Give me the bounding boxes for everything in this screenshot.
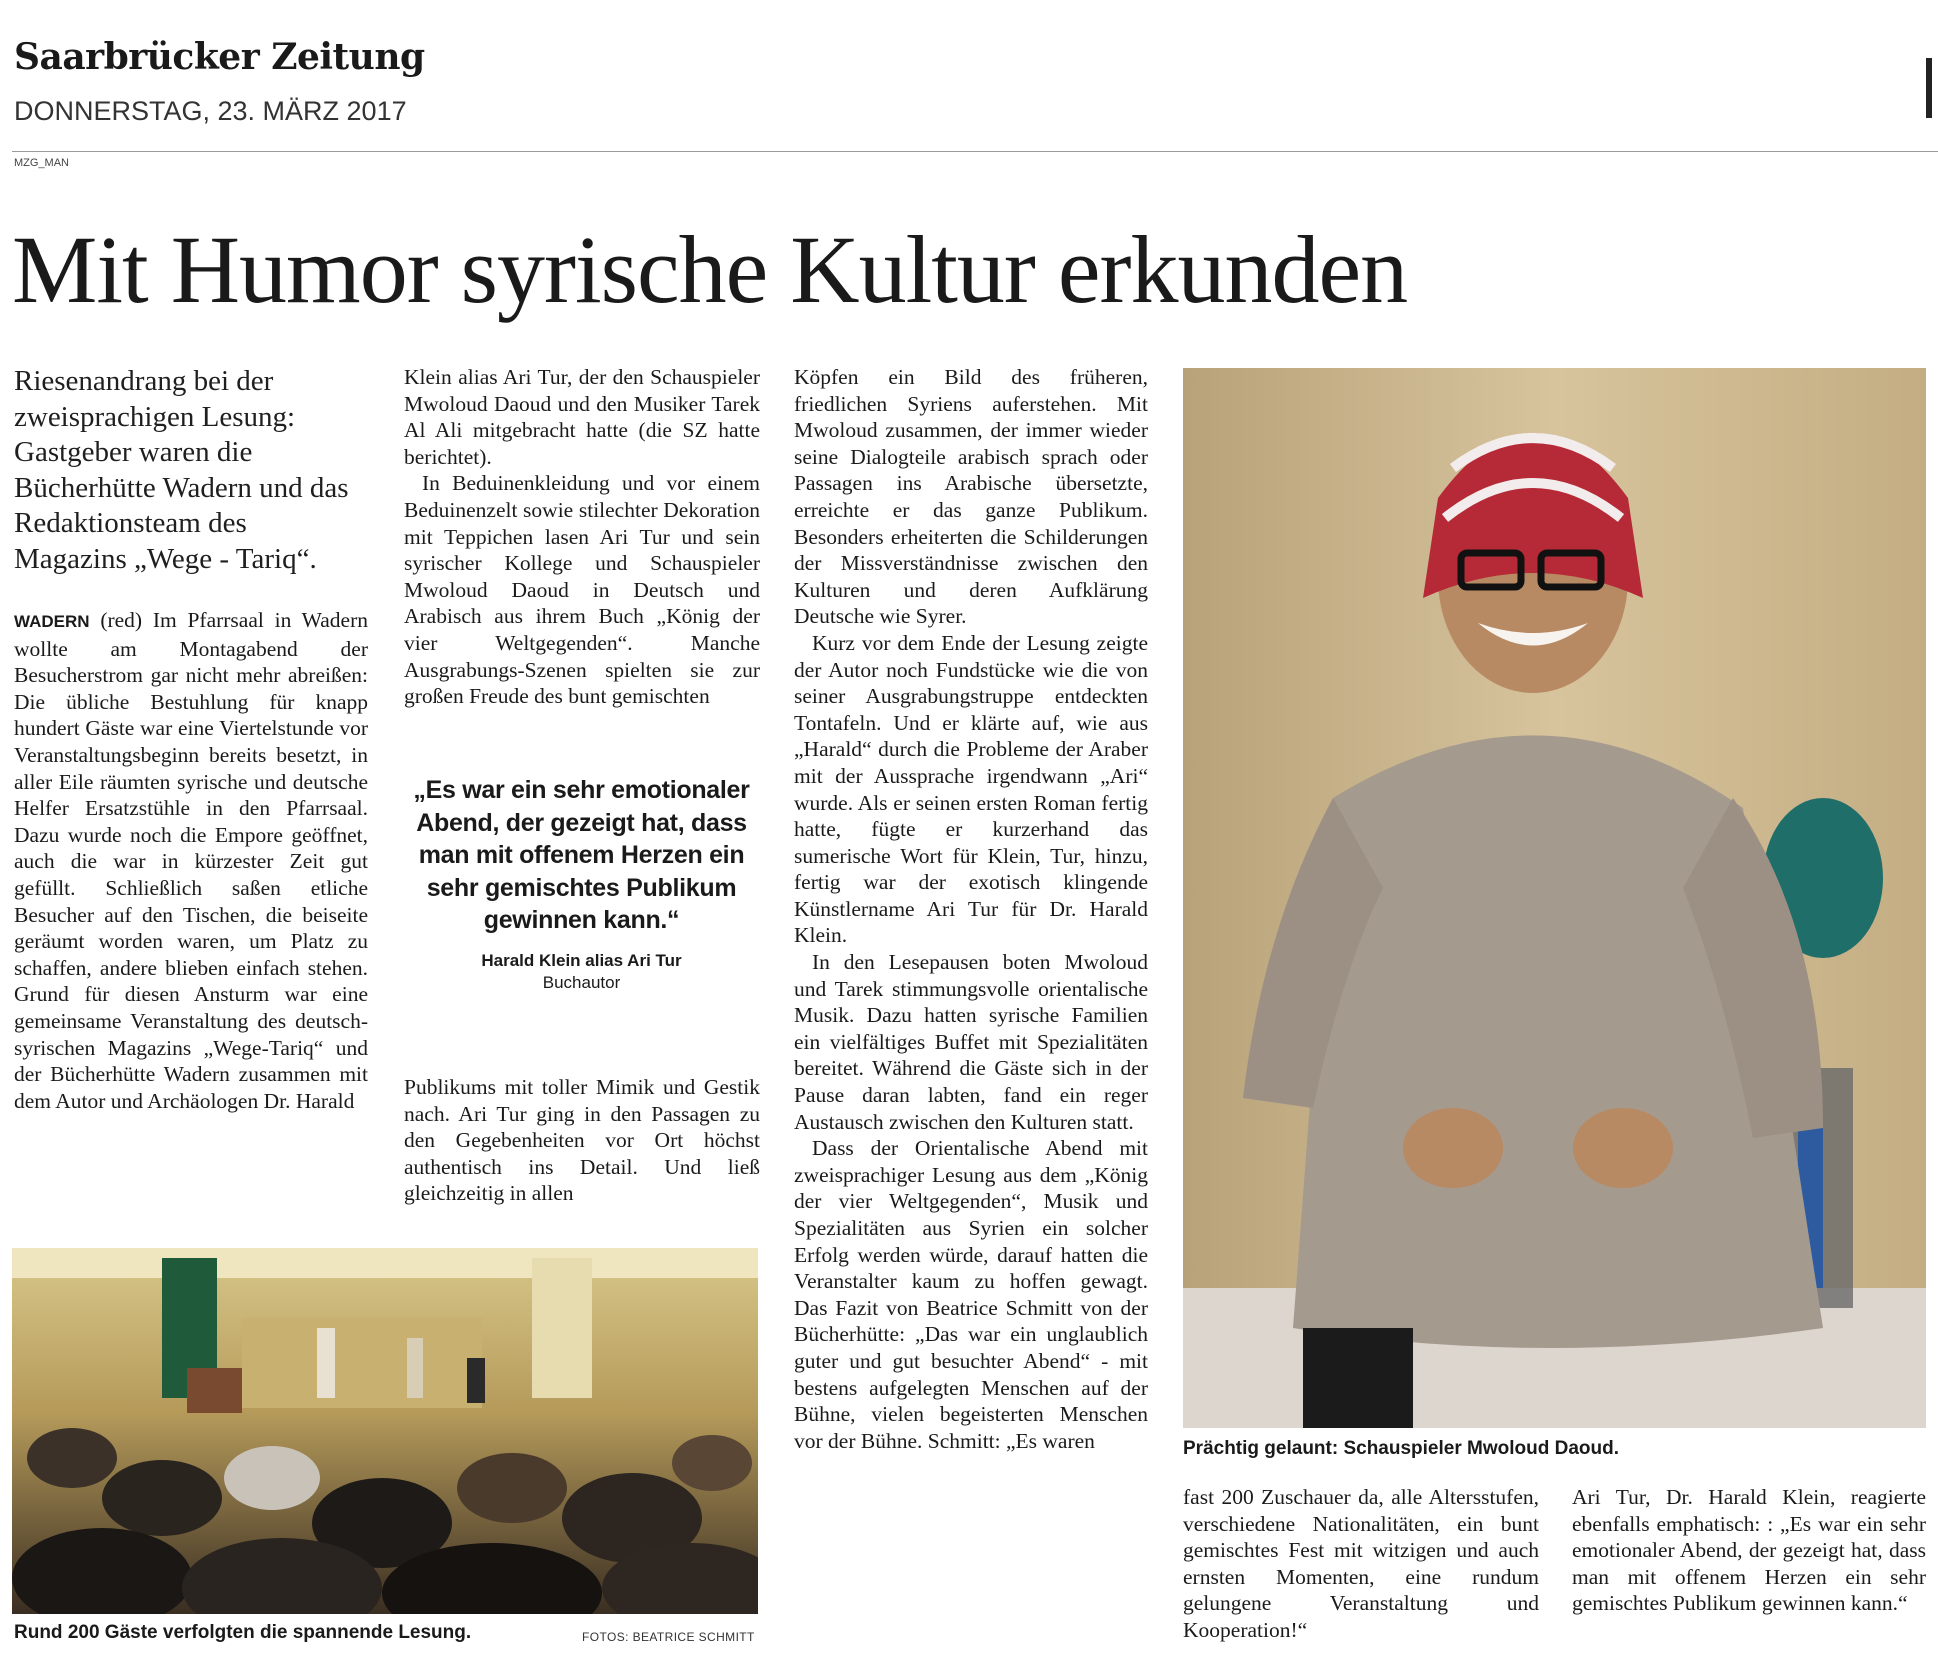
article-paragraph: fast 200 Zuschauer da, alle Altersstufen, verschiedene Nationalitäten, ein bunt gemischtes Fest mit witzigen und auch ernsten Momenten, eine rundum gelungene Veranstaltung und Kooperation!“ xyxy=(1183,1485,1539,1642)
audience-photo-caption: Rund 200 Gäste verfolgten die spannende Lesung. xyxy=(14,1622,472,1643)
article-paragraph: In Beduinenkleidung und vor einem Beduinenzelt sowie stilechter Dekoration mit Teppichen lasen Ari Tur und sein syrischer Kollege und Schauspieler Mwoloud Daoud in Deutsch und Arabisch aus ihrem Buch „König der vier Weltgegenden“. Manche Ausgrabungs-Szenen spielten sie zur großen Freude des bunt gemischten xyxy=(404,471,760,709)
pull-quote-role: Buchautor xyxy=(542,972,621,992)
article-paragraph: Köpfen ein Bild des früheren, friedlichen Syriens auferstehen. Mit Mwoloud zusammen, der immer wieder seine Dialogteile arabisch sprach oder Passagen ins Arabische übersetzte, erreichte er das ganze Publikum. Besonders erheiterten die Schilderungen der Missverständnisse zwischen den Kulturen und deren Aufklärung Deutsche wie Syrer. xyxy=(794,365,1148,629)
masthead: Saarbrücker Zeitung xyxy=(14,36,425,78)
actor-photo-image xyxy=(1183,368,1926,1428)
article-paragraph xyxy=(14,607,368,1114)
article-paragraph: Dass der Orientalische Abend mit zweisprachiger Lesung aus dem „König der vier Weltgegenden“, Musik und Spezialitäten aus Syrien ein solcher Erfolg werden würde, darauf hatten die Veranstalter kaum zu hoffen gewagt. Das Fazit von Beatrice Schmitt von der Bücherhütte: „Das war ein unglaublich guter und gut besuchter Abend“ - mit bestens aufgelegten Menschen auf der Bühne, vielen begeisterten Menschen vor der Bühne. Schmitt: „Es waren xyxy=(794,1136,1148,1453)
article-paragraph: Klein alias Ari Tur, der den Schauspieler Mwoloud Daoud und den Musiker Tarek Al Ali mitgebracht hatte (die SZ hatte berichtet). xyxy=(404,365,760,469)
article-column-1 xyxy=(14,607,368,1219)
article-column-2-bottom xyxy=(404,1074,760,1214)
article-paragraph: Ari Tur, Dr. Harald Klein, reagierte ebenfalls emphatisch: : „Es war ein sehr emotionaler Abend, der gezeigt hat, dass man mit offenem Herzen ein sehr gemischtes Publikum gewinnen kann.“ xyxy=(1572,1485,1926,1616)
article-paragraph: Kurz vor dem Ende der Lesung zeigte der Autor noch Fundstücke wie die von seiner Ausgrabungstruppe entdeckten Tontafeln. Und er klärte auf, wie aus „Harald“ durch die Probleme der Araber mit der Aussprache irgendwann „Ari“ wurde. Als er seinen ersten Roman fertig hatte, fügte er kurzerhand das sumerische Wort für Klein, Tur, hinzu, fertig war der exotisch klingende Künstlername Ari Tur für Dr. Harald Klein. xyxy=(794,630,1148,948)
article-lead-text: (red) Im Pfarrsaal in Wadern wollte am Montagabend der Besucherstrom gar nicht mehr abreißen: Die übliche Bestuhlung für knapp hundert Gäste war eine Viertelstunde vor Veranstaltungsbeginn bereits besetzt, in aller Eile räumten syrische und deutsche Helfer Ersatzstühle in den Pfarrsaal. Dazu wurde noch die Empore geöffnet, auch die war in kürzester Zeit gut gefüllt. Schließlich saßen etliche Besucher auf den Tischen, die beiseite geräumt worden waren, um Platz zu schaffen, andere blieben einfach stehen. Grund für diesen Ansturm war eine gemeinsame Veranstaltung des deutsch-syrischen Magazins „Wege-Tariq“ und der Bücherhütte Wadern zusammen mit dem Autor und Archäologen Dr. Harald xyxy=(14,608,368,1113)
article-column-2-top xyxy=(404,364,760,750)
issue-date: DONNERSTAG, 23. MÄRZ 2017 xyxy=(14,96,407,126)
pull-quote xyxy=(404,774,759,993)
page-edge-marker xyxy=(1926,58,1932,118)
article-column-5 xyxy=(1572,1484,1926,1644)
article-dateline: WADERN xyxy=(14,612,90,631)
pull-quote-author: Harald Klein alias Ari Tur xyxy=(481,950,682,970)
article-column-4 xyxy=(1183,1484,1539,1644)
pull-quote-text: „Es war ein sehr emotionaler Abend, der gezeigt hat, dass man mit offenem Herzen ein sehr gemischtes Publikum gewinnen kann.“ xyxy=(413,776,750,934)
teaser: Riesenandrang bei der zweisprachigen Lesung: Gastgeber waren die Bücherhütte Wadern und das Redaktionsteam des Magazins „Wege - Tariq“. xyxy=(14,365,349,575)
actor-photo-caption: Prächtig gelaunt: Schauspieler Mwoloud Daoud. xyxy=(1183,1438,1619,1459)
photo-credit: FOTOS: BEATRICE SCHMITT xyxy=(582,1630,755,1644)
header-rule xyxy=(12,151,1938,152)
audience-photo xyxy=(12,1248,758,1614)
headline: Mit Humor syrische Kultur erkunden xyxy=(12,216,1408,323)
article-column-3 xyxy=(794,364,1148,1644)
article-paragraph: Publikums mit toller Mimik und Gestik nach. Ari Tur ging in den Passagen zu den Gegebenheiten vor Ort höchst authentisch ins Detail. Und ließ gleichzeitig in allen xyxy=(404,1075,760,1206)
actor-photo xyxy=(1183,368,1926,1428)
page-code: MZG_MAN xyxy=(14,157,69,169)
audience-photo-image xyxy=(12,1248,758,1614)
article-paragraph: In den Lesepausen boten Mwoloud und Tarek stimmungsvolle orientalische Musik. Dazu hatten syrische Familien ein vielfältiges Buffet mit Spezialitäten bereitet. Während die Gäste sich in der Pause daran labten, fand ein reger Austausch zwischen den Kulturen statt. xyxy=(794,950,1148,1134)
